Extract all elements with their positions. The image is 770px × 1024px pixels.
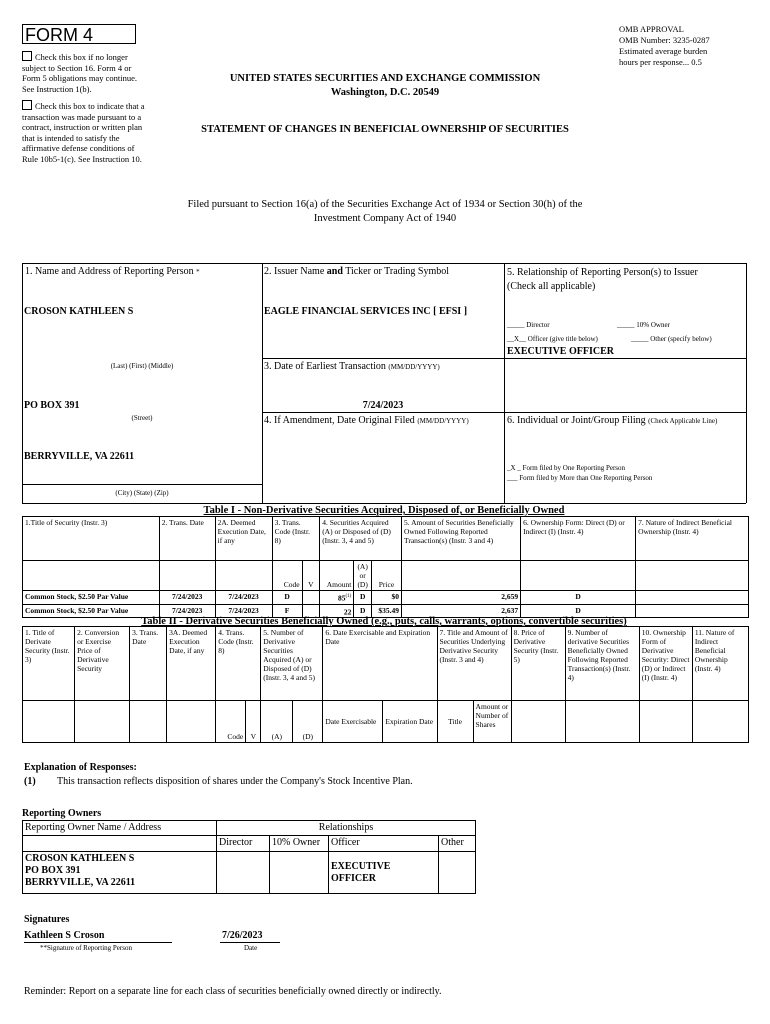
rel-director[interactable]: _____ Director [507,321,550,329]
reporting-person-name: CROSON KATHLEEN S [24,306,134,317]
t2-sub-a: (A) [261,701,293,743]
t2-sub-d: (D) [293,701,323,743]
omb-number: OMB Number: 3235-0287 [619,35,710,45]
t2-sub-exercisable: Date Exercisable [323,701,383,743]
owners-col-name: Reporting Owner Name / Address [23,821,217,836]
t2-h2: 2. Conversion or Exercise Price of Derivative Security [75,627,130,701]
owners-heading: Reporting Owners [22,808,102,819]
checkbox-1-text: Check this box if no longer subject to Section 16. Form 4 or Form 5 obligations may continue. See Instruction 1(b). [22,52,137,94]
signature-date: 7/26/2023 [222,930,263,941]
city-sublabel: (City) (State) (Zip) [115,489,169,497]
signature-label: **Signature of Reporting Person [40,944,132,952]
t2-h3a: 3A. Deemed Execution Date, if any [167,627,216,701]
signature-name: Kathleen S Croson [24,930,105,941]
checkbox-block-2 [22,100,150,164]
signatures-heading: Signatures [24,914,70,925]
owners-col-officer: Officer [329,836,439,852]
t2-sub-amount: Amount or Number of Shares [473,701,511,743]
omb-box [619,24,759,68]
t1-h4: 4. Securities Acquired (A) or Disposed of (D) (Instr. 3, 4 and 5) [320,517,402,561]
filing-more-persons[interactable]: ___ Form filed by More than One Reporting Person [507,474,653,482]
rel-officer[interactable]: __X__ Officer (give title below) [507,335,598,343]
officer-title: EXECUTIVE OFFICER [507,346,614,357]
owner-street: PO BOX 391 [25,865,81,876]
t2-h7: 7. Title and Amount of Securities Underlying Derivative Security (Instr. 3 and 4) [437,627,511,701]
t1-h6: 6. Ownership Form: Direct (D) or Indirect (I) (Instr. 4) [521,517,636,561]
t1-sub-v: V [302,561,320,591]
agency-title [150,72,620,100]
table-row: Common Stock, $2.50 Par Value 7/24/2023 7/24/2023 D 85$^{(1)}$ D $0 2,659 D [23,591,749,605]
table2 [22,626,749,743]
t2-h3: 3. Trans. Date [130,627,167,701]
t2-sub-expiration: Expiration Date [383,701,437,743]
omb-burden-2: hours per response... 0.5 [619,57,702,67]
t1-h1: 1.Title of Security (Instr. 3) [23,517,160,561]
table1-title: Table I - Non-Derivative Securities Acquired, Disposed of, or Beneficially Owned [203,505,565,516]
name-sublabel: (Last) (First) (Middle) [110,362,174,370]
explanation-text: This transaction reflects disposition of shares under the Company's Stock Incentive Plan. [57,776,413,787]
t2-h9: 9. Number of derivative Securities Beneficially Owned Following Reported Transaction(s) (Instr. 4) [565,627,639,701]
issuer-label: 2. Issuer Name and Ticker or Trading Symbol [264,266,450,277]
explanation-heading: Explanation of Responses: [24,762,137,773]
t2-h5: 5. Number of Derivative Securities Acquired (A) or Disposed of (D) (Instr. 3, 4 and 5) [261,627,323,701]
owner-city: BERRYVILLE, VA 22611 [25,877,136,888]
rel-other[interactable]: _____ Other (specify below) [631,335,712,343]
owners-table [22,820,476,894]
t2-h8: 8. Price of Derivative Security (Instr. 5) [511,627,565,701]
rule10b5-checkbox[interactable] [22,100,32,110]
relationship-label: 5. Relationship of Reporting Person(s) to Issuer (Check all applicable) [507,267,698,292]
t2-h4: 4. Trans. Code (Instr. 8) [216,627,261,701]
agency-location: Washington, D.C. 20549 [330,87,440,98]
form-title: FORM 4 [22,24,136,44]
t1-h2a: 2A. Deemed Execution Date, if any [215,517,272,561]
t1-h2: 2. Trans. Date [159,517,215,561]
t2-h6: 6. Date Exercisable and Expiration Date [323,627,437,701]
filed-pursuant-line-1: Filed pursuant to Section 16(a) of the Securities Exchange Act of 1934 or Section 30(h) of the [187,199,583,210]
statement-title: STATEMENT OF CHANGES IN BENEFICIAL OWNERSHIP OF SECURITIES [201,124,569,135]
table-row: Common Stock, $2.50 Par Value 7/24/2023 7/24/2023 F 22 D $35.49 2,637 D [23,604,749,618]
checkbox-block-1 [22,51,150,94]
owners-col-relationships: Relationships [217,821,476,836]
t1-h3: 3. Trans. Code (Instr. 8) [272,517,320,561]
signature-date-label: Date [244,944,258,952]
table-row: CROSON KATHLEEN S PO BOX 391 BERRYVILLE, VA 22611 EXECUTIVE OFFICER [23,852,476,894]
filing-one-person[interactable]: _X _ Form filed by One Reporting Person [507,464,626,472]
t1-h7: 7. Nature of Indirect Beneficial Ownership (Instr. 4) [636,517,749,561]
t2-sub-code: Code [216,701,246,743]
table1 [22,516,749,618]
city-state-zip: BERRYVILLE, VA 22611 [24,451,135,462]
t2-sub-v: V [246,701,261,743]
t1-sub-code: Code [272,561,302,591]
amendment-label: 4. If Amendment, Date Original Filed (MM/DD/YYYY) [264,415,469,426]
omb-burden-1: Estimated average burden [619,46,708,56]
table2-title: Table II - Derivative Securities Beneficially Owned (e.g., puts, calls, warrants, options, convertible securities) [141,616,627,627]
t1-sub-price: Price [371,561,401,591]
t1-h5: 5. Amount of Securities Beneficially Owned Following Reported Transaction(s) (Instr. 3 and 4) [402,517,521,561]
filed-pursuant-line-2: Investment Company Act of 1940 [313,213,457,224]
omb-approval: OMB APPROVAL [619,24,684,34]
section16-checkbox[interactable] [22,51,32,61]
owners-col-10pct: 10% Owner [270,836,329,852]
t1-sub-aord: (A) or (D) [354,561,372,591]
t2-h10: 10. Ownership Form of Derivative Security: Direct (D) or Indirect (I) (Instr. 4) [639,627,692,701]
explanation-number: (1) [24,776,36,787]
owners-col-other: Other [439,836,476,852]
reminder-text: Reminder: Report on a separate line for each class of securities beneficially owned directly or indirectly. [24,986,442,997]
agency-name: UNITED STATES SECURITIES AND EXCHANGE COMMISSION [229,73,541,84]
street-address: PO BOX 391 [24,400,80,411]
rel-10pct-owner[interactable]: _____ 10% Owner [617,321,670,329]
t2-h11: 11. Nature of Indirect Beneficial Ownership (Instr. 4) [692,627,748,701]
filed-pursuant [120,198,650,226]
owner-name: CROSON KATHLEEN S [25,853,135,864]
checkbox-2-text: Check this box to indicate that a transaction was made pursuant to a contract, instruction or written plan that is intended to satisfy the affirmative defense conditions of Rule 10b5-1(c). See Instruction 10. [22,101,145,164]
owners-col-director: Director [217,836,270,852]
earliest-date-label: 3. Date of Earliest Transaction (MM/DD/YYYY) [264,361,440,372]
street-sublabel: (Street) [131,414,153,422]
filing-label: 6. Individual or Joint/Group Filing (Check Applicable Line) [507,415,718,426]
earliest-date: 7/24/2023 [362,400,404,411]
t2-h1: 1. Title of Derivate Security (Instr. 3) [23,627,75,701]
t2-sub-title: Title [437,701,473,743]
issuer-name: EAGLE FINANCIAL SERVICES INC [ EFSI ] [264,306,468,317]
t1-sub-amount: Amount [320,561,354,591]
reporting-person-label: 1. Name and Address of Reporting Person * [25,266,200,277]
